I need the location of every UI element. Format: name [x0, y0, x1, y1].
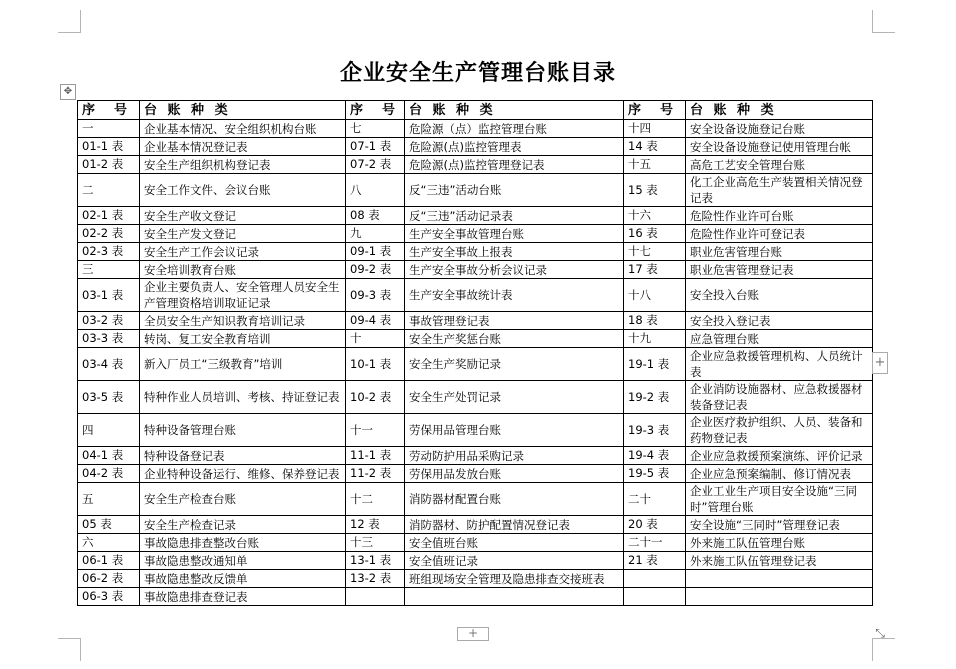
add-column-button[interactable]: +: [872, 352, 888, 374]
ledger-code-cell[interactable]: 十一: [346, 414, 405, 447]
ledger-name-cell[interactable]: 安全值班台账: [405, 534, 624, 552]
ledger-name-cell[interactable]: 消防器材配置台账: [405, 483, 624, 516]
ledger-name-cell[interactable]: 应急管理台账: [686, 330, 873, 348]
ledger-name-cell[interactable]: [405, 588, 624, 606]
ledger-name-cell[interactable]: [686, 570, 873, 588]
ledger-code-cell[interactable]: 03-1 表: [78, 279, 140, 312]
ledger-code-cell[interactable]: 04-2 表: [78, 465, 140, 483]
ledger-name-cell[interactable]: 安全生产处罚记录: [405, 381, 624, 414]
ledger-code-cell[interactable]: 二十一: [624, 534, 686, 552]
ledger-name-cell[interactable]: 事故隐患整改反馈单: [140, 570, 346, 588]
ledger-code-cell[interactable]: 10-2 表: [346, 381, 405, 414]
ledger-name-cell[interactable]: 生产安全事故上报表: [405, 243, 624, 261]
ledger-name-cell[interactable]: 企业基本情况登记表: [140, 138, 346, 156]
ledger-code-cell[interactable]: 四: [78, 414, 140, 447]
ledger-code-cell[interactable]: 六: [78, 534, 140, 552]
ledger-name-cell[interactable]: 安全生产工作会议记录: [140, 243, 346, 261]
ledger-name-cell[interactable]: 职业危害管理台账: [686, 243, 873, 261]
ledger-code-cell[interactable]: 10-1 表: [346, 348, 405, 381]
ledger-name-cell[interactable]: [686, 588, 873, 606]
ledger-name-cell[interactable]: 安全设备设施登记台账: [686, 120, 873, 138]
ledger-name-cell[interactable]: 消防器材、防护配置情况登记表: [405, 516, 624, 534]
ledger-code-cell[interactable]: 七: [346, 120, 405, 138]
ledger-code-cell[interactable]: 21 表: [624, 552, 686, 570]
ledger-code-cell[interactable]: 03-5 表: [78, 381, 140, 414]
table-row: [78, 138, 873, 156]
ledger-code-cell[interactable]: 九: [346, 225, 405, 243]
ledger-code-cell[interactable]: 03-3 表: [78, 330, 140, 348]
ledger-code-cell[interactable]: 09-4 表: [346, 312, 405, 330]
ledger-name-cell[interactable]: 事故隐患排查整改台账: [140, 534, 346, 552]
ledger-table[interactable]: [77, 100, 873, 606]
ledger-code-cell[interactable]: 06-3 表: [78, 588, 140, 606]
ledger-name-cell[interactable]: 安全生产检查台账: [140, 483, 346, 516]
ledger-name-cell[interactable]: 安全投入登记表: [686, 312, 873, 330]
page-corner-mark-bottom-left: [58, 638, 81, 661]
ledger-code-cell[interactable]: 11-1 表: [346, 447, 405, 465]
ledger-name-cell[interactable]: 化工企业高危生产装置相关情况登记表: [686, 174, 873, 207]
ledger-code-cell[interactable]: 19-2 表: [624, 381, 686, 414]
header-cell: 序 号: [346, 101, 405, 120]
table-row: [78, 207, 873, 225]
ledger-code-cell[interactable]: 15 表: [624, 174, 686, 207]
ledger-name-cell[interactable]: 危险源（点）监控管理台账: [405, 120, 624, 138]
ledger-code-cell[interactable]: 十: [346, 330, 405, 348]
ledger-name-cell[interactable]: 企业应急救援管理机构、人员统计表: [686, 348, 873, 381]
header-cell: 台 账 种 类: [686, 101, 873, 120]
ledger-code-cell[interactable]: 06-2 表: [78, 570, 140, 588]
ledger-name-cell[interactable]: 企业特种设备运行、维修、保养登记表: [140, 465, 346, 483]
ledger-name-cell[interactable]: 安全生产奖惩台账: [405, 330, 624, 348]
ledger-name-cell[interactable]: 劳动防护用品采购记录: [405, 447, 624, 465]
ledger-code-cell[interactable]: 13-1 表: [346, 552, 405, 570]
ledger-code-cell[interactable]: 09-3 表: [346, 279, 405, 312]
ledger-code-cell[interactable]: 03-2 表: [78, 312, 140, 330]
ledger-code-cell[interactable]: 09-2 表: [346, 261, 405, 279]
ledger-name-cell[interactable]: 危险源(点)监控管理表: [405, 138, 624, 156]
ledger-code-cell[interactable]: 三: [78, 261, 140, 279]
table-row: [78, 261, 873, 279]
table-row: [78, 414, 873, 447]
ledger-code-cell[interactable]: 07-2 表: [346, 156, 405, 174]
ledger-name-cell[interactable]: 安全生产收文登记: [140, 207, 346, 225]
ledger-code-cell[interactable]: 十九: [624, 330, 686, 348]
table-move-handle[interactable]: [60, 84, 76, 100]
ledger-name-cell[interactable]: 全员安全生产知识教育培训记录: [140, 312, 346, 330]
ledger-name-cell[interactable]: 外来施工队伍管理登记表: [686, 552, 873, 570]
ledger-code-cell[interactable]: 08 表: [346, 207, 405, 225]
move-icon: ✥: [63, 86, 73, 97]
ledger-code-cell[interactable]: 03-4 表: [78, 348, 140, 381]
ledger-code-cell[interactable]: [624, 570, 686, 588]
table-row: [78, 552, 873, 570]
ledger-code-cell[interactable]: 16 表: [624, 225, 686, 243]
ledger-name-cell[interactable]: 特种设备管理台账: [140, 414, 346, 447]
ledger-name-cell[interactable]: 企业基本情况、安全组织机构台账: [140, 120, 346, 138]
ledger-code-cell[interactable]: 19-3 表: [624, 414, 686, 447]
table-row: [78, 225, 873, 243]
ledger-name-cell[interactable]: 高危工艺安全管理台账: [686, 156, 873, 174]
ledger-code-cell[interactable]: 八: [346, 174, 405, 207]
ledger-code-cell[interactable]: 20 表: [624, 516, 686, 534]
header-cell: 台 账 种 类: [405, 101, 624, 120]
ledger-name-cell[interactable]: 事故隐患排查登记表: [140, 588, 346, 606]
ledger-code-cell[interactable]: [624, 588, 686, 606]
ledger-code-cell[interactable]: [346, 588, 405, 606]
table-header-row: [78, 101, 873, 120]
ledger-name-cell[interactable]: 外来施工队伍管理台账: [686, 534, 873, 552]
ledger-code-cell[interactable]: 06-1 表: [78, 552, 140, 570]
table-row: [78, 570, 873, 588]
ledger-code-cell[interactable]: 04-1 表: [78, 447, 140, 465]
ledger-code-cell[interactable]: 19-1 表: [624, 348, 686, 381]
ledger-name-cell[interactable]: 危险源(点)监控管理登记表: [405, 156, 624, 174]
ledger-code-cell[interactable]: 二十: [624, 483, 686, 516]
ledger-code-cell[interactable]: 02-2 表: [78, 225, 140, 243]
table-row: [78, 348, 873, 381]
ledger-code-cell[interactable]: 19-4 表: [624, 447, 686, 465]
ledger-name-cell[interactable]: 企业工业生产项目安全设施“三同时”管理台账: [686, 483, 873, 516]
ledger-code-cell[interactable]: 一: [78, 120, 140, 138]
table-row: [78, 156, 873, 174]
ledger-name-cell[interactable]: 反“三违”活动记录表: [405, 207, 624, 225]
ledger-name-cell[interactable]: 安全生产检查记录: [140, 516, 346, 534]
ledger-name-cell[interactable]: 生产安全事故管理台账: [405, 225, 624, 243]
ledger-name-cell[interactable]: 安全培训教育台账: [140, 261, 346, 279]
table-row: [78, 483, 873, 516]
header-cell: 台 账 种 类: [140, 101, 346, 120]
ledger-name-cell[interactable]: 新入厂员工“三级教育”培训: [140, 348, 346, 381]
ledger-code-cell[interactable]: 09-1 表: [346, 243, 405, 261]
ledger-code-cell[interactable]: 十二: [346, 483, 405, 516]
ledger-code-cell[interactable]: 01-2 表: [78, 156, 140, 174]
ledger-code-cell[interactable]: 02-3 表: [78, 243, 140, 261]
ledger-name-cell[interactable]: 班组现场安全管理及隐患排查交接班表: [405, 570, 624, 588]
ledger-name-cell[interactable]: 企业应急预案编制、修订情况表: [686, 465, 873, 483]
ledger-code-cell[interactable]: 05 表: [78, 516, 140, 534]
ledger-name-cell[interactable]: 安全设备设施登记使用管理台帐: [686, 138, 873, 156]
table-row: [78, 516, 873, 534]
ledger-code-cell[interactable]: 07-1 表: [346, 138, 405, 156]
ledger-name-cell[interactable]: 安全设施“三同时”管理登记表: [686, 516, 873, 534]
ledger-code-cell[interactable]: 18 表: [624, 312, 686, 330]
ledger-name-cell[interactable]: 生产安全事故统计表: [405, 279, 624, 312]
ledger-name-cell[interactable]: 特种作业人员培训、考核、持证登记表: [140, 381, 346, 414]
ledger-name-cell[interactable]: 安全值班记录: [405, 552, 624, 570]
table-row: [78, 243, 873, 261]
ledger-name-cell[interactable]: 劳保用品管理台账: [405, 414, 624, 447]
ledger-code-cell[interactable]: 17 表: [624, 261, 686, 279]
ledger-code-cell[interactable]: 01-1 表: [78, 138, 140, 156]
ledger-code-cell[interactable]: 13-2 表: [346, 570, 405, 588]
ledger-code-cell[interactable]: 十三: [346, 534, 405, 552]
ledger-code-cell[interactable]: 十六: [624, 207, 686, 225]
table-resize-handle[interactable]: [873, 626, 887, 640]
table-row: [78, 588, 873, 606]
ledger-code-cell[interactable]: 十八: [624, 279, 686, 312]
ledger-code-cell[interactable]: 19-5 表: [624, 465, 686, 483]
ledger-name-cell[interactable]: 企业应急救援预案演练、评价记录: [686, 447, 873, 465]
ledger-name-cell[interactable]: 安全生产组织机构登记表: [140, 156, 346, 174]
table-row: [78, 120, 873, 138]
ledger-code-cell[interactable]: 12 表: [346, 516, 405, 534]
header-cell: 序 号: [78, 101, 140, 120]
ledger-name-cell[interactable]: 企业消防设施器材、应急救援器材装备登记表: [686, 381, 873, 414]
page-corner-mark-top-right: [872, 10, 895, 33]
ledger-name-cell[interactable]: 事故管理登记表: [405, 312, 624, 330]
ledger-name-cell[interactable]: 安全工作文件、会议台账: [140, 174, 346, 207]
ledger-name-cell[interactable]: 企业主要负责人、安全管理人员安全生产管理资格培训取证记录: [140, 279, 346, 312]
document-title: 企业安全生产管理台账目录: [339, 61, 616, 86]
table-row: [78, 312, 873, 330]
table-row: [78, 279, 873, 312]
ledger-code-cell[interactable]: 五: [78, 483, 140, 516]
ledger-code-cell[interactable]: 14 表: [624, 138, 686, 156]
ledger-name-cell[interactable]: 事故隐患整改通知单: [140, 552, 346, 570]
ledger-name-cell[interactable]: 转岗、复工安全教育培训: [140, 330, 346, 348]
ledger-name-cell[interactable]: 安全投入台账: [686, 279, 873, 312]
ledger-code-cell[interactable]: 十四: [624, 120, 686, 138]
ledger-name-cell[interactable]: 劳保用品发放台账: [405, 465, 624, 483]
table-row: [78, 174, 873, 207]
table-row: [78, 534, 873, 552]
page-corner-mark-bottom-right: [872, 638, 895, 661]
table-row: [78, 465, 873, 483]
ledger-name-cell[interactable]: 企业医疗救护组织、人员、装备和药物登记表: [686, 414, 873, 447]
ledger-name-cell[interactable]: 安全生产奖励记录: [405, 348, 624, 381]
table-row: [78, 381, 873, 414]
ledger-code-cell[interactable]: 二: [78, 174, 140, 207]
resize-icon: ⤡: [875, 626, 885, 640]
table-row: [78, 447, 873, 465]
ledger-name-cell[interactable]: 职业危害管理登记表: [686, 261, 873, 279]
ledger-code-cell[interactable]: 十五: [624, 156, 686, 174]
ledger-name-cell[interactable]: 危险性作业许可台账: [686, 207, 873, 225]
ledger-code-cell[interactable]: 11-2 表: [346, 465, 405, 483]
ledger-name-cell[interactable]: 生产安全事故分析会议记录: [405, 261, 624, 279]
add-row-button[interactable]: +: [457, 627, 489, 641]
ledger-code-cell[interactable]: 十七: [624, 243, 686, 261]
page-corner-mark-top-left: [58, 10, 81, 33]
ledger-name-cell[interactable]: 特种设备登记表: [140, 447, 346, 465]
ledger-name-cell[interactable]: 危险性作业许可登记表: [686, 225, 873, 243]
table-row: [78, 330, 873, 348]
ledger-code-cell[interactable]: 02-1 表: [78, 207, 140, 225]
ledger-name-cell[interactable]: 安全生产发文登记: [140, 225, 346, 243]
header-cell: 序 号: [624, 101, 686, 120]
ledger-name-cell[interactable]: 反“三违”活动台账: [405, 174, 624, 207]
